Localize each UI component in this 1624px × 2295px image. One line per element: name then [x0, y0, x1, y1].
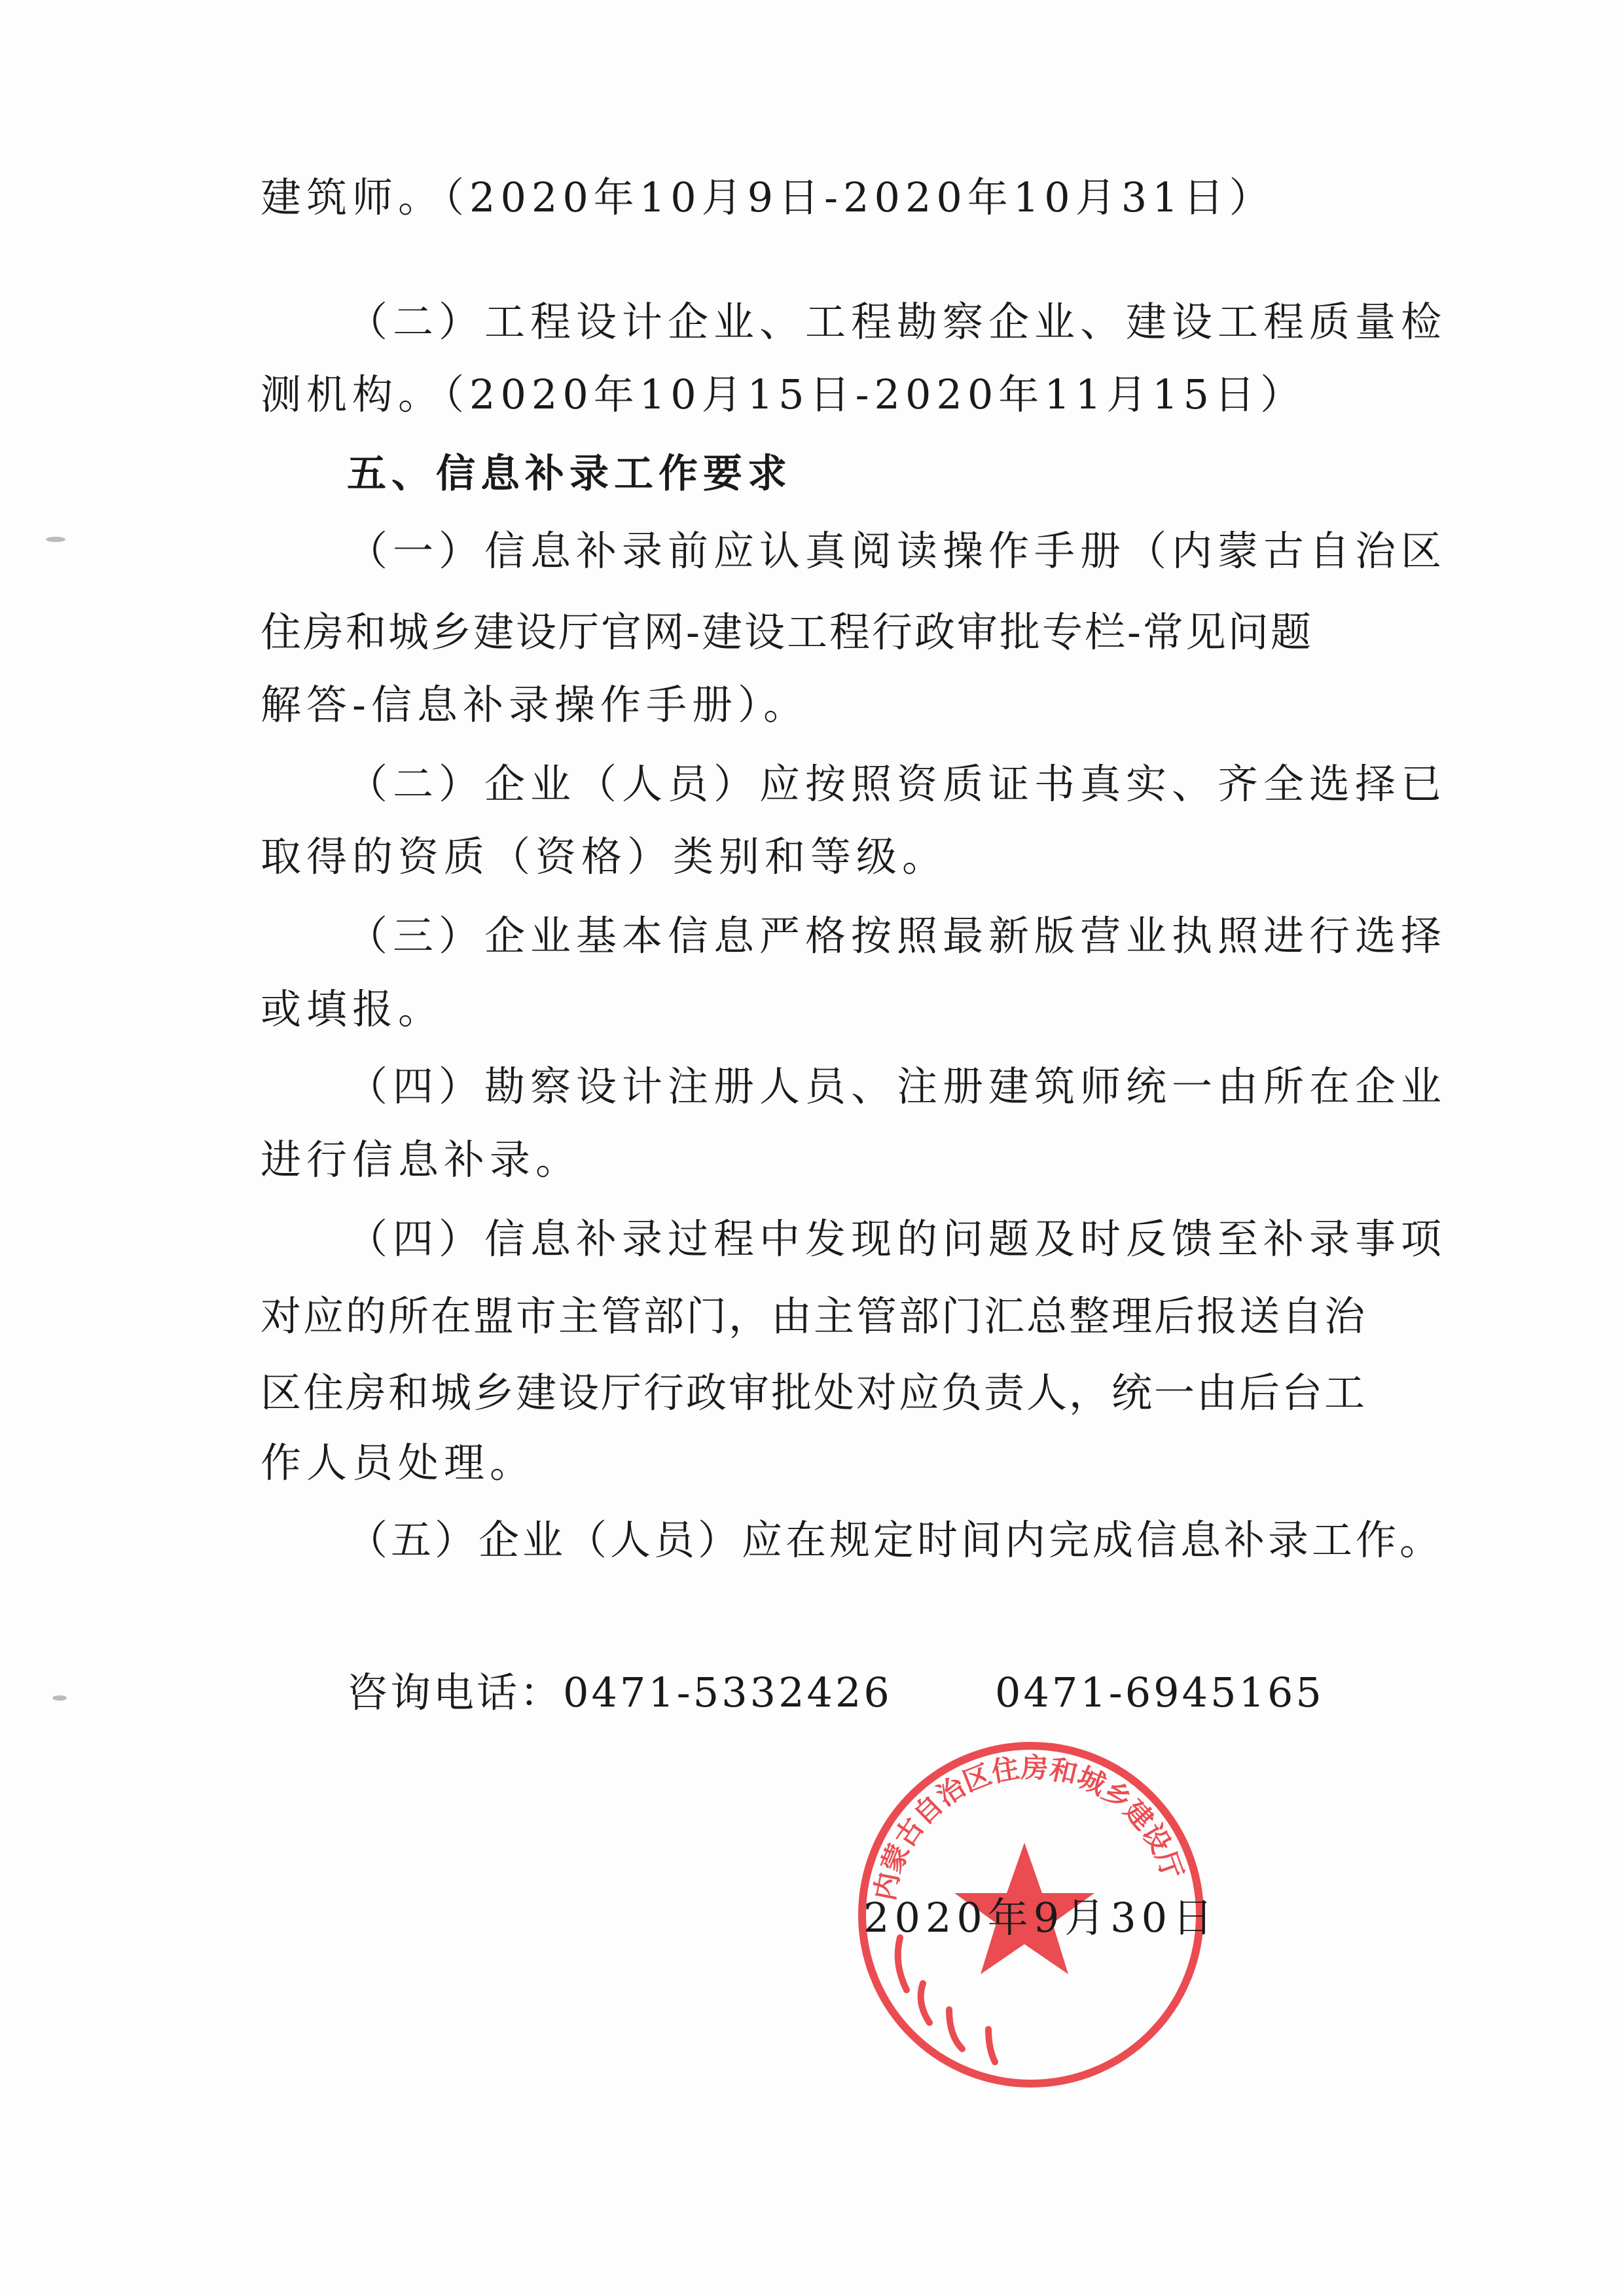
phone-1: 0471-5332426 — [563, 1669, 892, 1716]
scan-mark — [46, 537, 65, 542]
seal-text: 内蒙古自治区住房和城乡建设厅 — [868, 1751, 1189, 1904]
text-line: （三）企业基本信息严格按照最新版营业执照进行选择 — [347, 912, 1447, 960]
text-line: 进行信息补录。 — [261, 1136, 582, 1184]
text-line: 作人员处理。 — [261, 1439, 536, 1487]
scan-mark — [52, 1695, 67, 1701]
contact-label: 咨询电话： — [347, 1669, 564, 1716]
text-line: （二）企业（人员）应按照资质证书真实、齐全选择已 — [347, 760, 1447, 808]
mongolian-script-icon — [898, 1938, 995, 2062]
issue-date: 2020年9月30日 — [863, 1894, 1219, 1942]
text-line: 住房和城乡建设厅官网-建设工程行政审批专栏-常见问题 — [261, 608, 1313, 656]
phone-2: 0471-6945165 — [995, 1669, 1324, 1716]
text-line: 对应的所在盟市主管部门，由主管部门汇总整理后报送自治 — [261, 1292, 1367, 1340]
contact-line — [347, 1667, 892, 1719]
text-line: 解答-信息补录操作手册）。 — [261, 681, 809, 729]
text-line: （二）工程设计企业、工程勘察企业、建设工程质量检 — [347, 298, 1447, 346]
text-line: 或填报。 — [261, 985, 444, 1033]
text-line: 测机构。（2020年10月15日-2020年11月15日） — [261, 370, 1307, 418]
text-line: 区住房和城乡建设厅行政审批处对应负责人，统一由后台工 — [261, 1369, 1367, 1417]
text-line: 建筑师。（2020年10月9日-2020年10月31日） — [261, 173, 1275, 221]
text-line: （五）企业（人员）应在规定时间内完成信息补录工作。 — [347, 1516, 1444, 1564]
section-heading: 五、信息补录工作要求 — [347, 451, 792, 497]
text-line: （四）信息补录过程中发现的问题及时反馈至补录事项 — [347, 1215, 1447, 1263]
text-line: 取得的资质（资格）类别和等级。 — [261, 833, 948, 880]
text-line: （四）勘察设计注册人员、注册建筑师统一由所在企业 — [347, 1062, 1447, 1110]
text-line: （一）信息补录前应认真阅读操作手册（内蒙古自治区 — [347, 527, 1447, 575]
